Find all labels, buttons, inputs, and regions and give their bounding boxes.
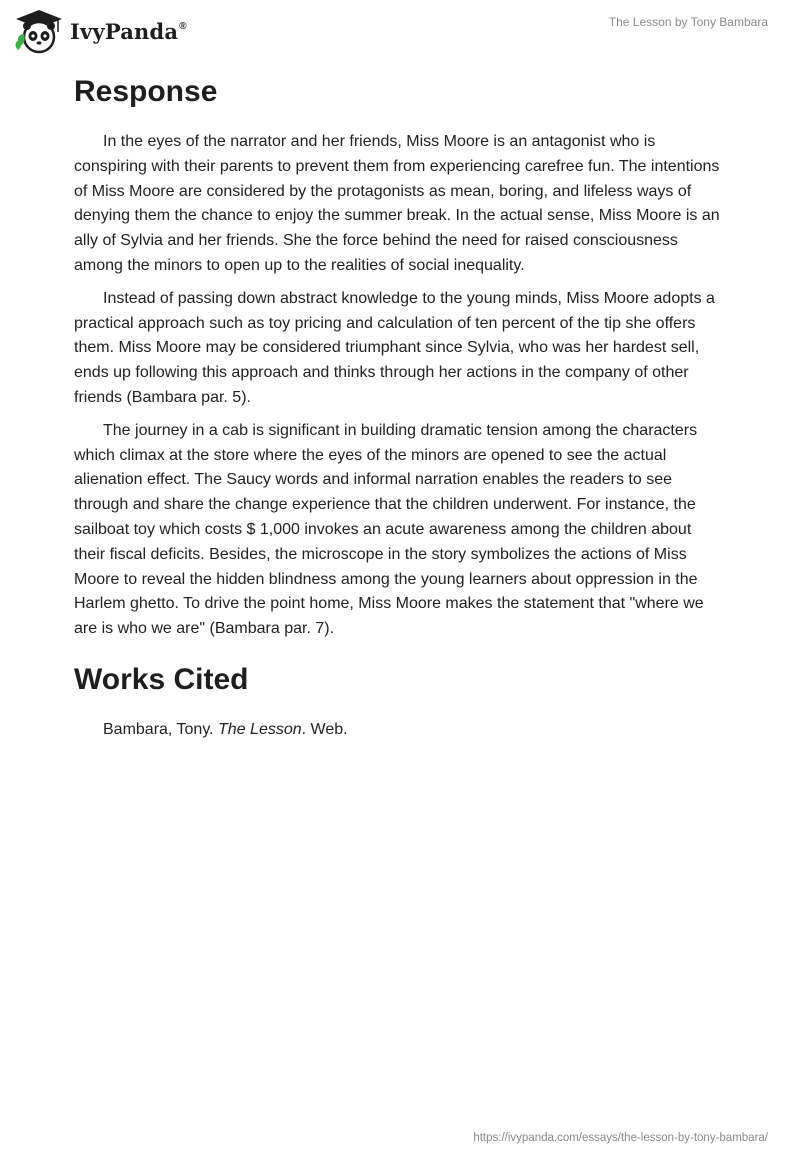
ivypanda-logo[interactable]: [14, 8, 187, 54]
document-title: The Lesson by Tony Bambara: [608, 15, 768, 29]
citation-title: The Lesson: [218, 720, 302, 738]
panda-graduate-icon: [14, 8, 64, 54]
works-cited-heading: Works Cited: [74, 662, 249, 696]
paragraph: The journey in a cab is significant in building dramatic tension among the characters which climax at the store where the eyes of the minors are opened to see the actual alienation effect. The Saucy words and informal narration enables the readers to see through and share the change experience that the children underwent. For instance, the sailboat toy which costs $ 1,000 invokes an acute awareness among the children about their fiscal deficits. Besides, the microscope in the story symbolizes the actions of Miss Moore to reveal the hidden blindness among the young learners about oppression in the Harlem ghetto. To drive the point home, Miss Moore makes the statement that "where we are is who we are" (Bambara par. 7).: [74, 421, 704, 638]
brand-name: IvyPanda®: [70, 18, 187, 44]
essay-content: [74, 70, 726, 743]
response-body: [74, 130, 726, 642]
source-url[interactable]: https://ivypanda.com/essays/the-lesson-by-tony-bambara/: [473, 1132, 768, 1144]
citation-entry: [74, 718, 726, 743]
citation-suffix: . Web.: [301, 720, 348, 738]
paragraph: Instead of passing down abstract knowledge to the young minds, Miss Moore adopts a practical approach such as toy pricing and calculation of ten percent of the tip she offers them. Miss Moore may be considered triumphant since Sylvia, who was her hardest sell, ends up following this approach and thinks through her actions in the company of other friends (Bambara par. 5).: [74, 289, 715, 406]
paragraph: In the eyes of the narrator and her friends, Miss Moore is an antagonist who is conspiring with their parents to prevent them from experiencing carefree fun. The intentions of Miss Moore are considered by the protagonists as mean, boring, and lifeless ways of denying them the chance to enjoy the summer break. In the actual sense, Miss Moore is an ally of Sylvia and her friends. She the force behind the need for raised consciousness among the minors to open up to the realities of social inequality.: [74, 133, 720, 274]
citation-author: Bambara, Tony.: [103, 720, 219, 738]
response-heading: Response: [74, 75, 218, 108]
page-header: [0, 0, 800, 60]
